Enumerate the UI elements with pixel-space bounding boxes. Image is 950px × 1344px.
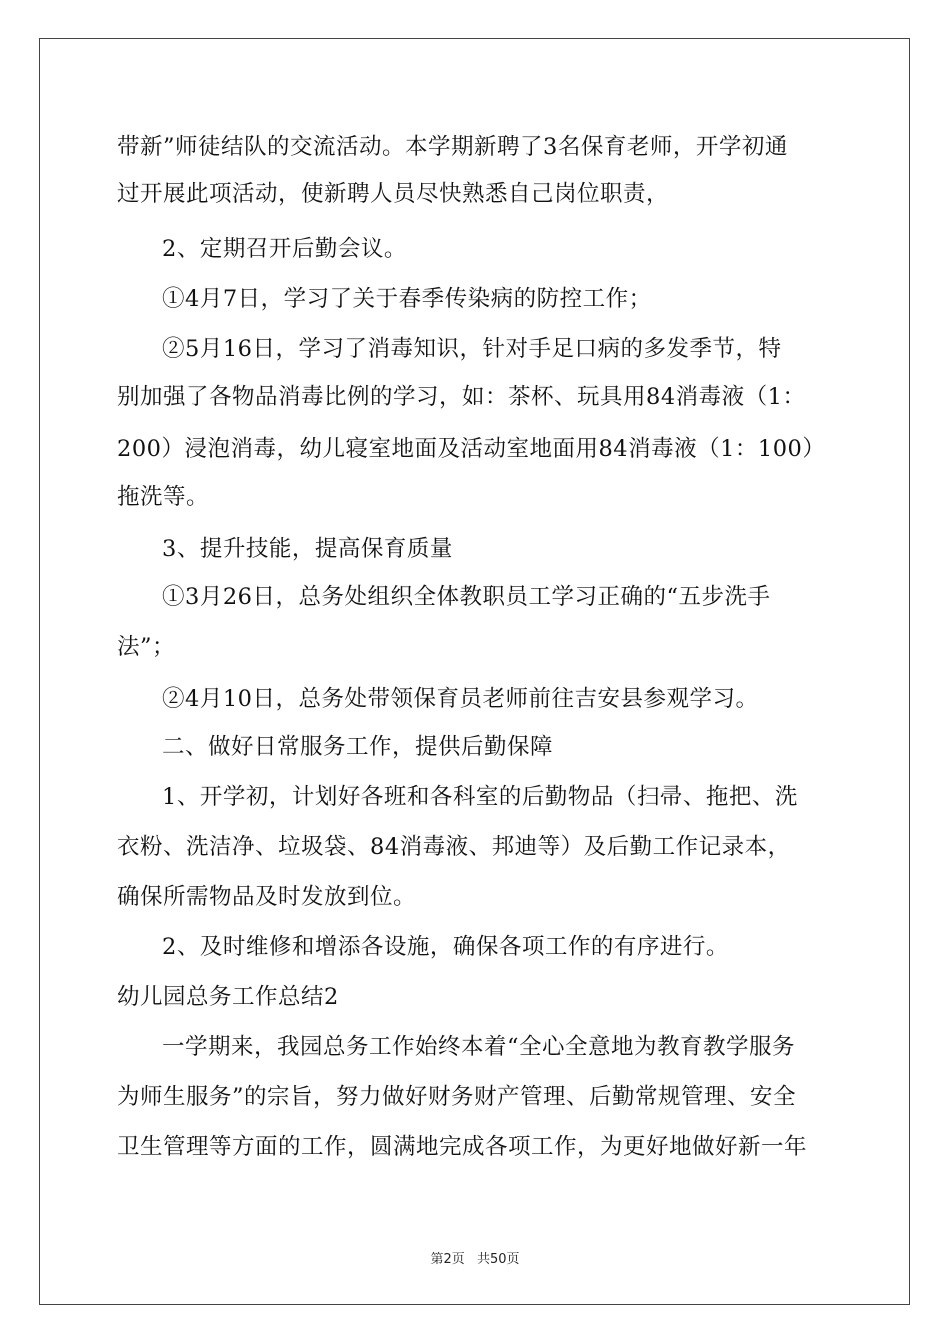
text-line: 1、开学初，计划好各班和各科室的后勤物品（扫帚、拖把、洗 <box>162 784 798 810</box>
text-line: 卫生管理等方面的工作，圆满地完成各项工作，为更好地做好新一年 <box>117 1134 808 1160</box>
text-line: 带新”师徒结队的交流活动。本学期新聘了3名保育老师，开学初通 <box>117 134 788 160</box>
text-line: 200）浸泡消毒，幼儿寝室地面及活动室地面用84消毒液（1：100） <box>117 436 826 462</box>
section-heading: 幼儿园总务工作总结2 <box>117 984 339 1010</box>
page-total: 共50页 <box>476 1252 520 1267</box>
text-line: 二、做好日常服务工作，提供后勤保障 <box>162 734 554 760</box>
text-line: 一学期来，我园总务工作始终本着“全心全意地为教育教学服务 <box>162 1034 796 1060</box>
text-line: 3、提升技能，提高保育质量 <box>162 536 453 562</box>
text-line: ①3月26日，总务处组织全体教职员工学习正确的“五步洗手 <box>162 584 771 610</box>
text-line: 过开展此项活动，使新聘人员尽快熟悉自己岗位职责， <box>117 181 670 207</box>
text-line: 为师生服务”的宗旨，努力做好财务财产管理、后勤常规管理、安全 <box>117 1084 797 1110</box>
text-line: 2、定期召开后勤会议。 <box>162 236 407 262</box>
text-line: ②4月10日，总务处带领保育员老师前往吉安县参观学习。 <box>162 686 759 712</box>
text-line: 法”； <box>117 634 176 660</box>
text-line: ①4月7日，学习了关于春季传染病的防控工作； <box>162 286 652 312</box>
text-line: 衣粉、洗洁净、垃圾袋、84消毒液、邦迪等）及后勤工作记录本， <box>117 834 791 860</box>
page-footer <box>0 1248 950 1267</box>
text-line: 别加强了各物品消毒比例的学习，如：茶杯、玩具用84消毒液（1： <box>117 384 806 410</box>
text-line: 2、及时维修和增添各设施，确保各项工作的有序进行。 <box>162 934 729 960</box>
text-line: 拖洗等。 <box>117 484 210 510</box>
page-number: 第2页 <box>430 1252 465 1267</box>
text-line: ②5月16日，学习了消毒知识，针对手足口病的多发季节，特 <box>162 336 782 362</box>
text-line: 确保所需物品及时发放到位。 <box>117 884 417 910</box>
